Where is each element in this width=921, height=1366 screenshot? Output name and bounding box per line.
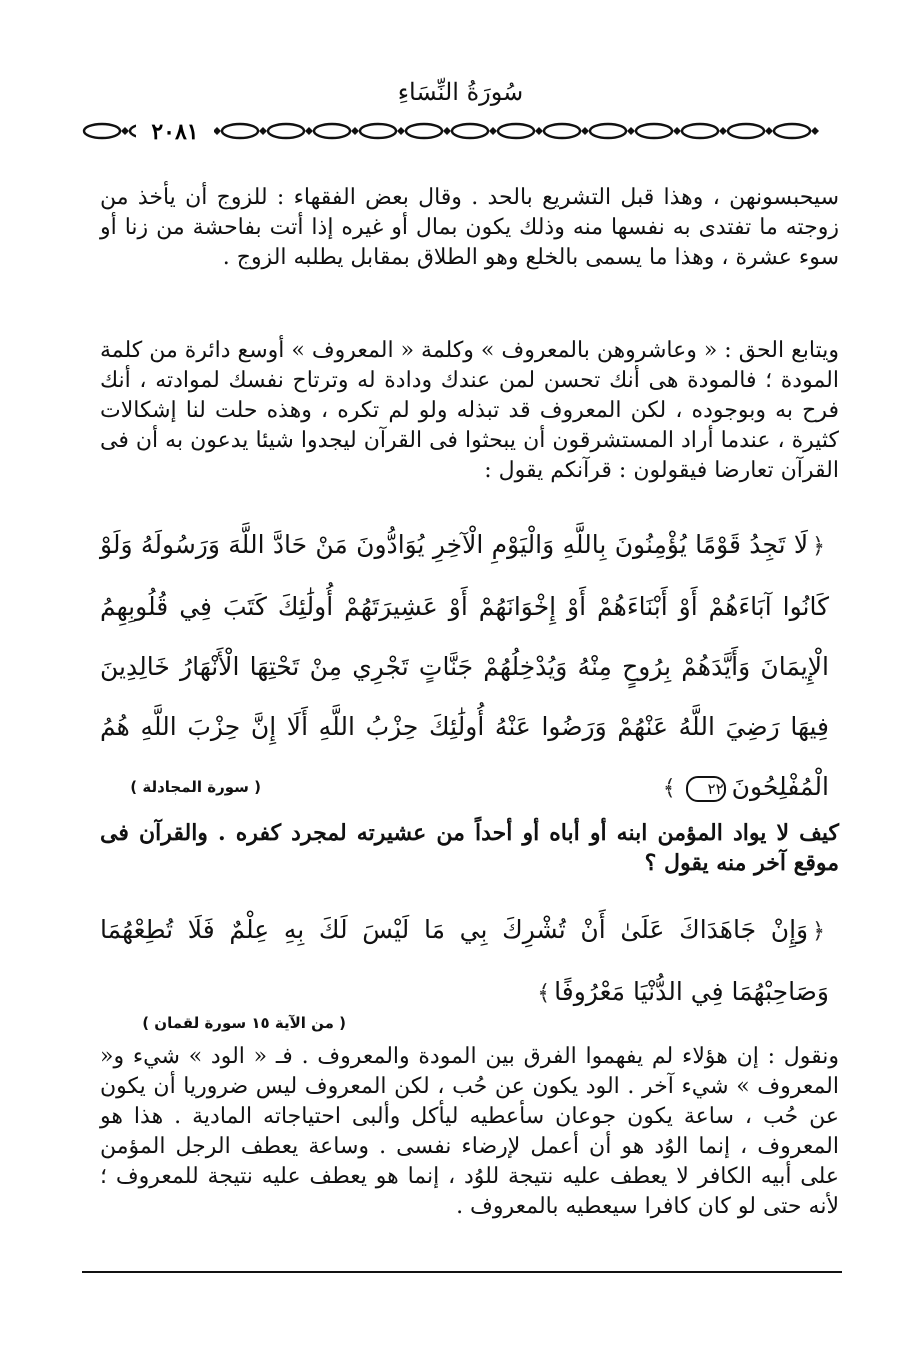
chain-link-oval xyxy=(452,124,488,138)
chain-diamond xyxy=(765,127,773,135)
verse-2-source: ( من الآية ١٥ سورة لقمان ) xyxy=(142,1014,346,1032)
ayah-number-badge: ٢٢ xyxy=(686,776,726,802)
paragraph-1 xyxy=(100,183,839,273)
page-number: ٢٠٨١ xyxy=(151,119,199,144)
chain-link-oval xyxy=(682,124,718,138)
verse-2-text: وَإِنْ جَاهَدَاكَ عَلَىٰ أَنْ تُشْرِكَ بِي مَا لَيْسَ لَكَ بِهِ عِلْمٌ فَلَا تُطِعْهُمَا وَصَاحِبْهُمَا فِي الدُّنْيَا مَعْرُوفًا xyxy=(100,915,829,1006)
chain-link-oval xyxy=(636,124,672,138)
verse-close-ornament: ﴾ xyxy=(662,776,676,801)
quran-verse-2 xyxy=(100,900,829,1024)
bottom-rule xyxy=(82,1271,842,1273)
chain-link-oval xyxy=(222,124,258,138)
paragraph-2-text: ويتابع الحق : « وعاشروهن بالمعروف » وكلمة « المعروف » أوسع دائرة من كلمة المودة ؛ فالمودة هى أنك تحسن لمن عندك ودادة له وترتاح نفسك لموادته ، أنك فرح به وبوجوده ، لكن المعروف قد تبذله ولو لم تكره ، وهذه حلت لنا إشكالات كثيرة ، عندما أراد المستشرقون أن يبحثوا فى القرآن ليجدوا شيئا يدعون به أن فى القرآن تعارضا فيقولون : قرآنكم يقول : xyxy=(100,338,840,483)
chain-link-oval xyxy=(268,124,304,138)
paragraph-4 xyxy=(100,1042,839,1222)
chain-diamond xyxy=(305,127,313,135)
header-chain-border xyxy=(82,118,842,144)
chain-diamond xyxy=(443,127,451,135)
paragraph-3-text: كيف لا يواد المؤمن ابنه أو أباه أو أحداً من عشيرته لمجرد كفره . والقرآن فى موقع آخر منه يقول ؟ xyxy=(100,820,839,876)
verse-1-text: لَا تَجِدُ قَوْمًا يُؤْمِنُونَ بِاللَّهِ وَالْيَوْمِ الْآخِرِ يُوَادُّونَ مَنْ حَادَّ اللَّهَ وَرَسُولَهُ وَلَوْ كَانُوا آبَاءَهُمْ أَوْ أَبْنَاءَهُمْ أَوْ إِخْوَانَهُمْ أَوْ عَشِيرَتَهُمْ أُولَٰئِكَ كَتَبَ فِي قُلُوبِهِمُ الْإِيمَانَ وَأَيَّدَهُمْ بِرُوحٍ مِنْهُ وَيُدْخِلُهُمْ جَنَّاتٍ تَجْرِي مِنْ تَحْتِهَا الْأَنْهَارُ خَالِدِينَ فِيهَا رَضِيَ اللَّهُ عَنْهُمْ وَرَضُوا عَنْهُ أُولَٰئِكَ حِزْبُ اللَّهِ أَلَا إِنَّ حِزْبَ اللَّهِ هُمُ الْمُفْلِحُونَ xyxy=(100,530,829,801)
chain-link-oval xyxy=(84,124,120,138)
verse-2-open-ornament: ﴿ xyxy=(812,919,825,944)
chain-diamond xyxy=(213,127,221,135)
chain-diamond xyxy=(581,127,589,135)
verse-open-ornament: ﴿ xyxy=(812,534,825,559)
chain-link-oval xyxy=(728,124,764,138)
chain-diamond xyxy=(535,127,543,135)
chain-link-oval xyxy=(498,124,534,138)
chain-link-oval xyxy=(314,124,350,138)
chain-diamond xyxy=(397,127,405,135)
paragraph-4-text: ونقول : إن هؤلاء لم يفهموا الفرق بين المودة والمعروف . فـ « الود » شيء و« المعروف » شيء آخر . الود يكون عن حُب ، لكن المعروف ليس ضروريا أن يكون عن حُب ، ساعة يكون جوعان سأعطيه ليأكل وألبى احتياجاته المادية . هذا هو المعروف ، إنما الوُد هو أن أعمل لإرضاء نفسى . وساعة يعطف الرجل المؤمن على أبيه الكافر لا يعطف عليه نتيجة للوُد ، إنما هو يعطف عليه نتيجة للمعروف ؛ لأنه حتى لو كان كافرا سيعطيه بالمعروف . xyxy=(100,1044,839,1219)
chain-link-oval xyxy=(406,124,442,138)
chain-link-oval xyxy=(360,124,396,138)
chain-ornament xyxy=(82,118,842,144)
chain-diamond xyxy=(489,127,497,135)
chain-diamond xyxy=(673,127,681,135)
chain-diamond xyxy=(351,127,359,135)
chain-diamond xyxy=(719,127,727,135)
chain-diamond xyxy=(259,127,267,135)
chain-diamond xyxy=(811,127,819,135)
verse-2-close-ornament: ﴾ xyxy=(537,981,551,1006)
surah-running-head: سُورَةُ النِّسَاءِ xyxy=(397,78,524,106)
verse-1-source: ( سورة المجادلة ) xyxy=(130,778,261,796)
chain-link-oval xyxy=(544,124,580,138)
chain-diamond xyxy=(121,127,129,135)
paragraph-3 xyxy=(100,818,839,878)
chain-diamond xyxy=(627,127,635,135)
chain-link-oval xyxy=(774,124,810,138)
paragraph-1-text: سيحبسونهن ، وهذا قبل التشريع بالحد . وقال بعض الفقهاء : للزوج أن يأخذ من زوجته ما تفتدى به نفسها منه وذلك يكون بمال أو غيره إذا أتت بفاحشة من زنا أو سوء عشرة ، وهذا ما يسمى بالخلع وهو الطلاق بمقابل يطلبه الزوج . xyxy=(100,185,839,270)
chain-link-oval xyxy=(590,124,626,138)
paragraph-2 xyxy=(100,336,839,486)
quran-verse-1 xyxy=(100,515,829,819)
